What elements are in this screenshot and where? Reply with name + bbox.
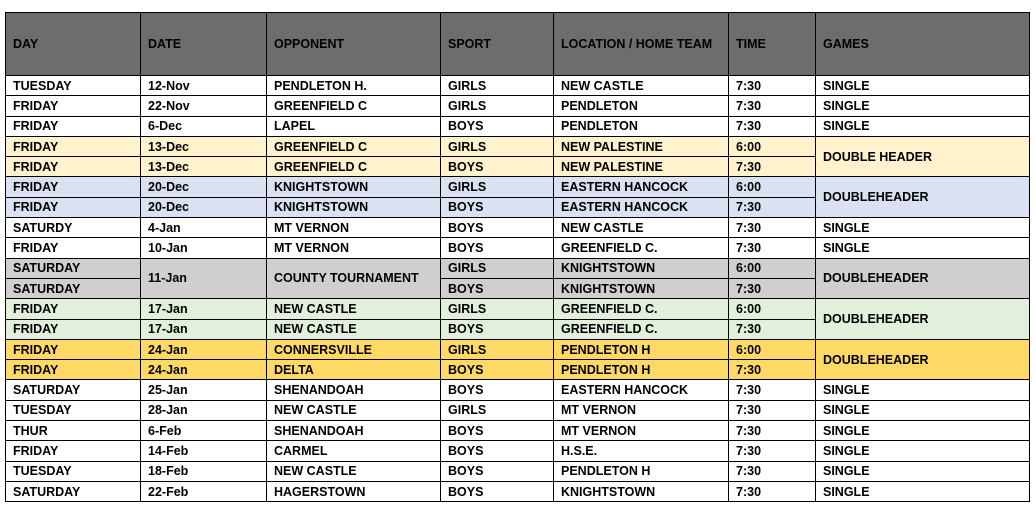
- cell-time: 7:30: [729, 116, 816, 136]
- cell-sport: BOYS: [441, 238, 554, 258]
- cell-date: 12-Nov: [141, 76, 267, 96]
- cell-date: 17-Jan: [141, 319, 267, 339]
- cell-day: TUESDAY: [6, 76, 141, 96]
- cell-day: FRIDAY: [6, 441, 141, 461]
- cell-date: 6-Dec: [141, 116, 267, 136]
- cell-date: 11-Jan: [141, 258, 267, 299]
- cell-games: DOUBLEHEADER: [816, 339, 1030, 380]
- cell-location: PENDLETON H: [554, 339, 729, 359]
- cell-opponent: GREENFIELD C: [267, 136, 441, 156]
- cell-date: 24-Jan: [141, 360, 267, 380]
- cell-games: SINGLE: [816, 400, 1030, 420]
- cell-sport: BOYS: [441, 319, 554, 339]
- cell-date: 10-Jan: [141, 238, 267, 258]
- cell-time: 6:00: [729, 339, 816, 359]
- cell-time: 7:30: [729, 441, 816, 461]
- cell-sport: GIRLS: [441, 76, 554, 96]
- cell-games: DOUBLE HEADER: [816, 136, 1030, 177]
- cell-sport: BOYS: [441, 218, 554, 238]
- cell-location: PENDLETON: [554, 96, 729, 116]
- cell-day: SATURDAY: [6, 278, 141, 298]
- cell-date: 24-Jan: [141, 339, 267, 359]
- cell-location: KNIGHTSTOWN: [554, 481, 729, 501]
- cell-sport: BOYS: [441, 461, 554, 481]
- cell-time: 6:00: [729, 177, 816, 197]
- cell-location: MT VERNON: [554, 421, 729, 441]
- cell-games: SINGLE: [816, 421, 1030, 441]
- cell-opponent: CONNERSVILLE: [267, 339, 441, 359]
- cell-opponent: KNIGHTSTOWN: [267, 197, 441, 217]
- cell-date: 25-Jan: [141, 380, 267, 400]
- cell-opponent: DELTA: [267, 360, 441, 380]
- cell-day: SATURDAY: [6, 258, 141, 278]
- cell-date: 6-Feb: [141, 421, 267, 441]
- cell-date: 14-Feb: [141, 441, 267, 461]
- cell-day: FRIDAY: [6, 238, 141, 258]
- cell-day: FRIDAY: [6, 157, 141, 177]
- cell-location: NEW CASTLE: [554, 76, 729, 96]
- cell-opponent: GREENFIELD C: [267, 157, 441, 177]
- cell-day: FRIDAY: [6, 116, 141, 136]
- cell-day: FRIDAY: [6, 339, 141, 359]
- cell-opponent: NEW CASTLE: [267, 319, 441, 339]
- cell-games: DOUBLEHEADER: [816, 299, 1030, 340]
- cell-sport: BOYS: [441, 360, 554, 380]
- table-row: [6, 441, 1030, 461]
- cell-day: FRIDAY: [6, 319, 141, 339]
- table-row: [6, 116, 1030, 136]
- cell-opponent: KNIGHTSTOWN: [267, 177, 441, 197]
- cell-time: 7:30: [729, 238, 816, 258]
- cell-location: EASTERN HANCOCK: [554, 177, 729, 197]
- cell-time: 7:30: [729, 319, 816, 339]
- cell-location: H.S.E.: [554, 441, 729, 461]
- cell-games: SINGLE: [816, 238, 1030, 258]
- cell-time: 7:30: [729, 421, 816, 441]
- cell-time: 6:00: [729, 299, 816, 319]
- cell-games: SINGLE: [816, 441, 1030, 461]
- cell-sport: GIRLS: [441, 136, 554, 156]
- header-date: DATE: [141, 13, 267, 76]
- cell-date: 18-Feb: [141, 461, 267, 481]
- table-row: [6, 96, 1030, 116]
- cell-time: 6:00: [729, 136, 816, 156]
- cell-opponent: HAGERSTOWN: [267, 481, 441, 501]
- cell-date: 22-Feb: [141, 481, 267, 501]
- cell-time: 7:30: [729, 380, 816, 400]
- cell-day: FRIDAY: [6, 299, 141, 319]
- cell-time: 7:30: [729, 157, 816, 177]
- cell-day: TUESDAY: [6, 400, 141, 420]
- cell-location: KNIGHTSTOWN: [554, 278, 729, 298]
- header-row: [6, 13, 1030, 76]
- cell-games: SINGLE: [816, 461, 1030, 481]
- cell-day: SATURDY: [6, 218, 141, 238]
- cell-sport: BOYS: [441, 278, 554, 298]
- table-row: [6, 400, 1030, 420]
- cell-sport: GIRLS: [441, 299, 554, 319]
- cell-sport: BOYS: [441, 441, 554, 461]
- cell-sport: BOYS: [441, 197, 554, 217]
- cell-opponent: NEW CASTLE: [267, 400, 441, 420]
- cell-date: 4-Jan: [141, 218, 267, 238]
- cell-day: SATURDAY: [6, 481, 141, 501]
- cell-time: 7:30: [729, 360, 816, 380]
- cell-opponent: MT VERNON: [267, 218, 441, 238]
- cell-games: DOUBLEHEADER: [816, 258, 1030, 299]
- header-opponent: OPPONENT: [267, 13, 441, 76]
- cell-opponent: SHENANDOAH: [267, 380, 441, 400]
- table-row: [6, 136, 1030, 156]
- cell-location: PENDLETON H: [554, 360, 729, 380]
- header-sport: SPORT: [441, 13, 554, 76]
- cell-date: 13-Dec: [141, 157, 267, 177]
- table-row: [6, 258, 1030, 278]
- cell-location: EASTERN HANCOCK: [554, 197, 729, 217]
- header-day: DAY: [6, 13, 141, 76]
- cell-time: 7:30: [729, 400, 816, 420]
- cell-games: SINGLE: [816, 96, 1030, 116]
- cell-time: 7:30: [729, 76, 816, 96]
- cell-location: GREENFIELD C.: [554, 319, 729, 339]
- cell-date: 28-Jan: [141, 400, 267, 420]
- cell-day: FRIDAY: [6, 197, 141, 217]
- cell-games: SINGLE: [816, 116, 1030, 136]
- cell-time: 7:30: [729, 197, 816, 217]
- table-row: [6, 421, 1030, 441]
- cell-day: TUESDAY: [6, 461, 141, 481]
- table-row: [6, 238, 1030, 258]
- cell-games: DOUBLEHEADER: [816, 177, 1030, 218]
- cell-location: KNIGHTSTOWN: [554, 258, 729, 278]
- cell-sport: BOYS: [441, 157, 554, 177]
- cell-opponent: GREENFIELD C: [267, 96, 441, 116]
- cell-opponent: NEW CASTLE: [267, 461, 441, 481]
- cell-day: FRIDAY: [6, 96, 141, 116]
- cell-opponent: LAPEL: [267, 116, 441, 136]
- cell-time: 6:00: [729, 258, 816, 278]
- cell-sport: BOYS: [441, 116, 554, 136]
- cell-opponent: NEW CASTLE: [267, 299, 441, 319]
- table-row: [6, 177, 1030, 197]
- header-location: LOCATION / HOME TEAM: [554, 13, 729, 76]
- cell-time: 7:30: [729, 218, 816, 238]
- cell-date: 13-Dec: [141, 136, 267, 156]
- cell-location: PENDLETON H: [554, 461, 729, 481]
- header-time: TIME: [729, 13, 816, 76]
- header-games: GAMES: [816, 13, 1030, 76]
- table-row: [6, 481, 1030, 501]
- cell-games: SINGLE: [816, 76, 1030, 96]
- table-row: [6, 299, 1030, 319]
- cell-sport: BOYS: [441, 380, 554, 400]
- cell-sport: BOYS: [441, 481, 554, 501]
- cell-time: 7:30: [729, 461, 816, 481]
- cell-opponent: COUNTY TOURNAMENT: [267, 258, 441, 299]
- schedule-table: [5, 12, 1030, 502]
- cell-games: SINGLE: [816, 218, 1030, 238]
- cell-date: 20-Dec: [141, 197, 267, 217]
- cell-day: FRIDAY: [6, 177, 141, 197]
- cell-location: NEW PALESTINE: [554, 136, 729, 156]
- cell-time: 7:30: [729, 481, 816, 501]
- cell-opponent: MT VERNON: [267, 238, 441, 258]
- table-row: [6, 218, 1030, 238]
- cell-games: SINGLE: [816, 481, 1030, 501]
- cell-opponent: CARMEL: [267, 441, 441, 461]
- cell-day: FRIDAY: [6, 360, 141, 380]
- cell-time: 7:30: [729, 96, 816, 116]
- cell-opponent: PENDLETON H.: [267, 76, 441, 96]
- cell-location: PENDLETON: [554, 116, 729, 136]
- table-row: [6, 76, 1030, 96]
- cell-location: NEW PALESTINE: [554, 157, 729, 177]
- cell-opponent: SHENANDOAH: [267, 421, 441, 441]
- table-row: [6, 380, 1030, 400]
- cell-sport: GIRLS: [441, 400, 554, 420]
- cell-date: 22-Nov: [141, 96, 267, 116]
- table-row: [6, 339, 1030, 359]
- cell-location: GREENFIELD C.: [554, 238, 729, 258]
- cell-date: 20-Dec: [141, 177, 267, 197]
- cell-location: GREENFIELD C.: [554, 299, 729, 319]
- cell-location: MT VERNON: [554, 400, 729, 420]
- cell-location: NEW CASTLE: [554, 218, 729, 238]
- cell-day: SATURDAY: [6, 380, 141, 400]
- cell-sport: GIRLS: [441, 339, 554, 359]
- cell-sport: GIRLS: [441, 258, 554, 278]
- cell-location: EASTERN HANCOCK: [554, 380, 729, 400]
- cell-day: FRIDAY: [6, 136, 141, 156]
- cell-time: 7:30: [729, 278, 816, 298]
- table-row: [6, 461, 1030, 481]
- cell-day: THUR: [6, 421, 141, 441]
- cell-date: 17-Jan: [141, 299, 267, 319]
- cell-sport: GIRLS: [441, 177, 554, 197]
- cell-sport: BOYS: [441, 421, 554, 441]
- cell-sport: GIRLS: [441, 96, 554, 116]
- cell-games: SINGLE: [816, 380, 1030, 400]
